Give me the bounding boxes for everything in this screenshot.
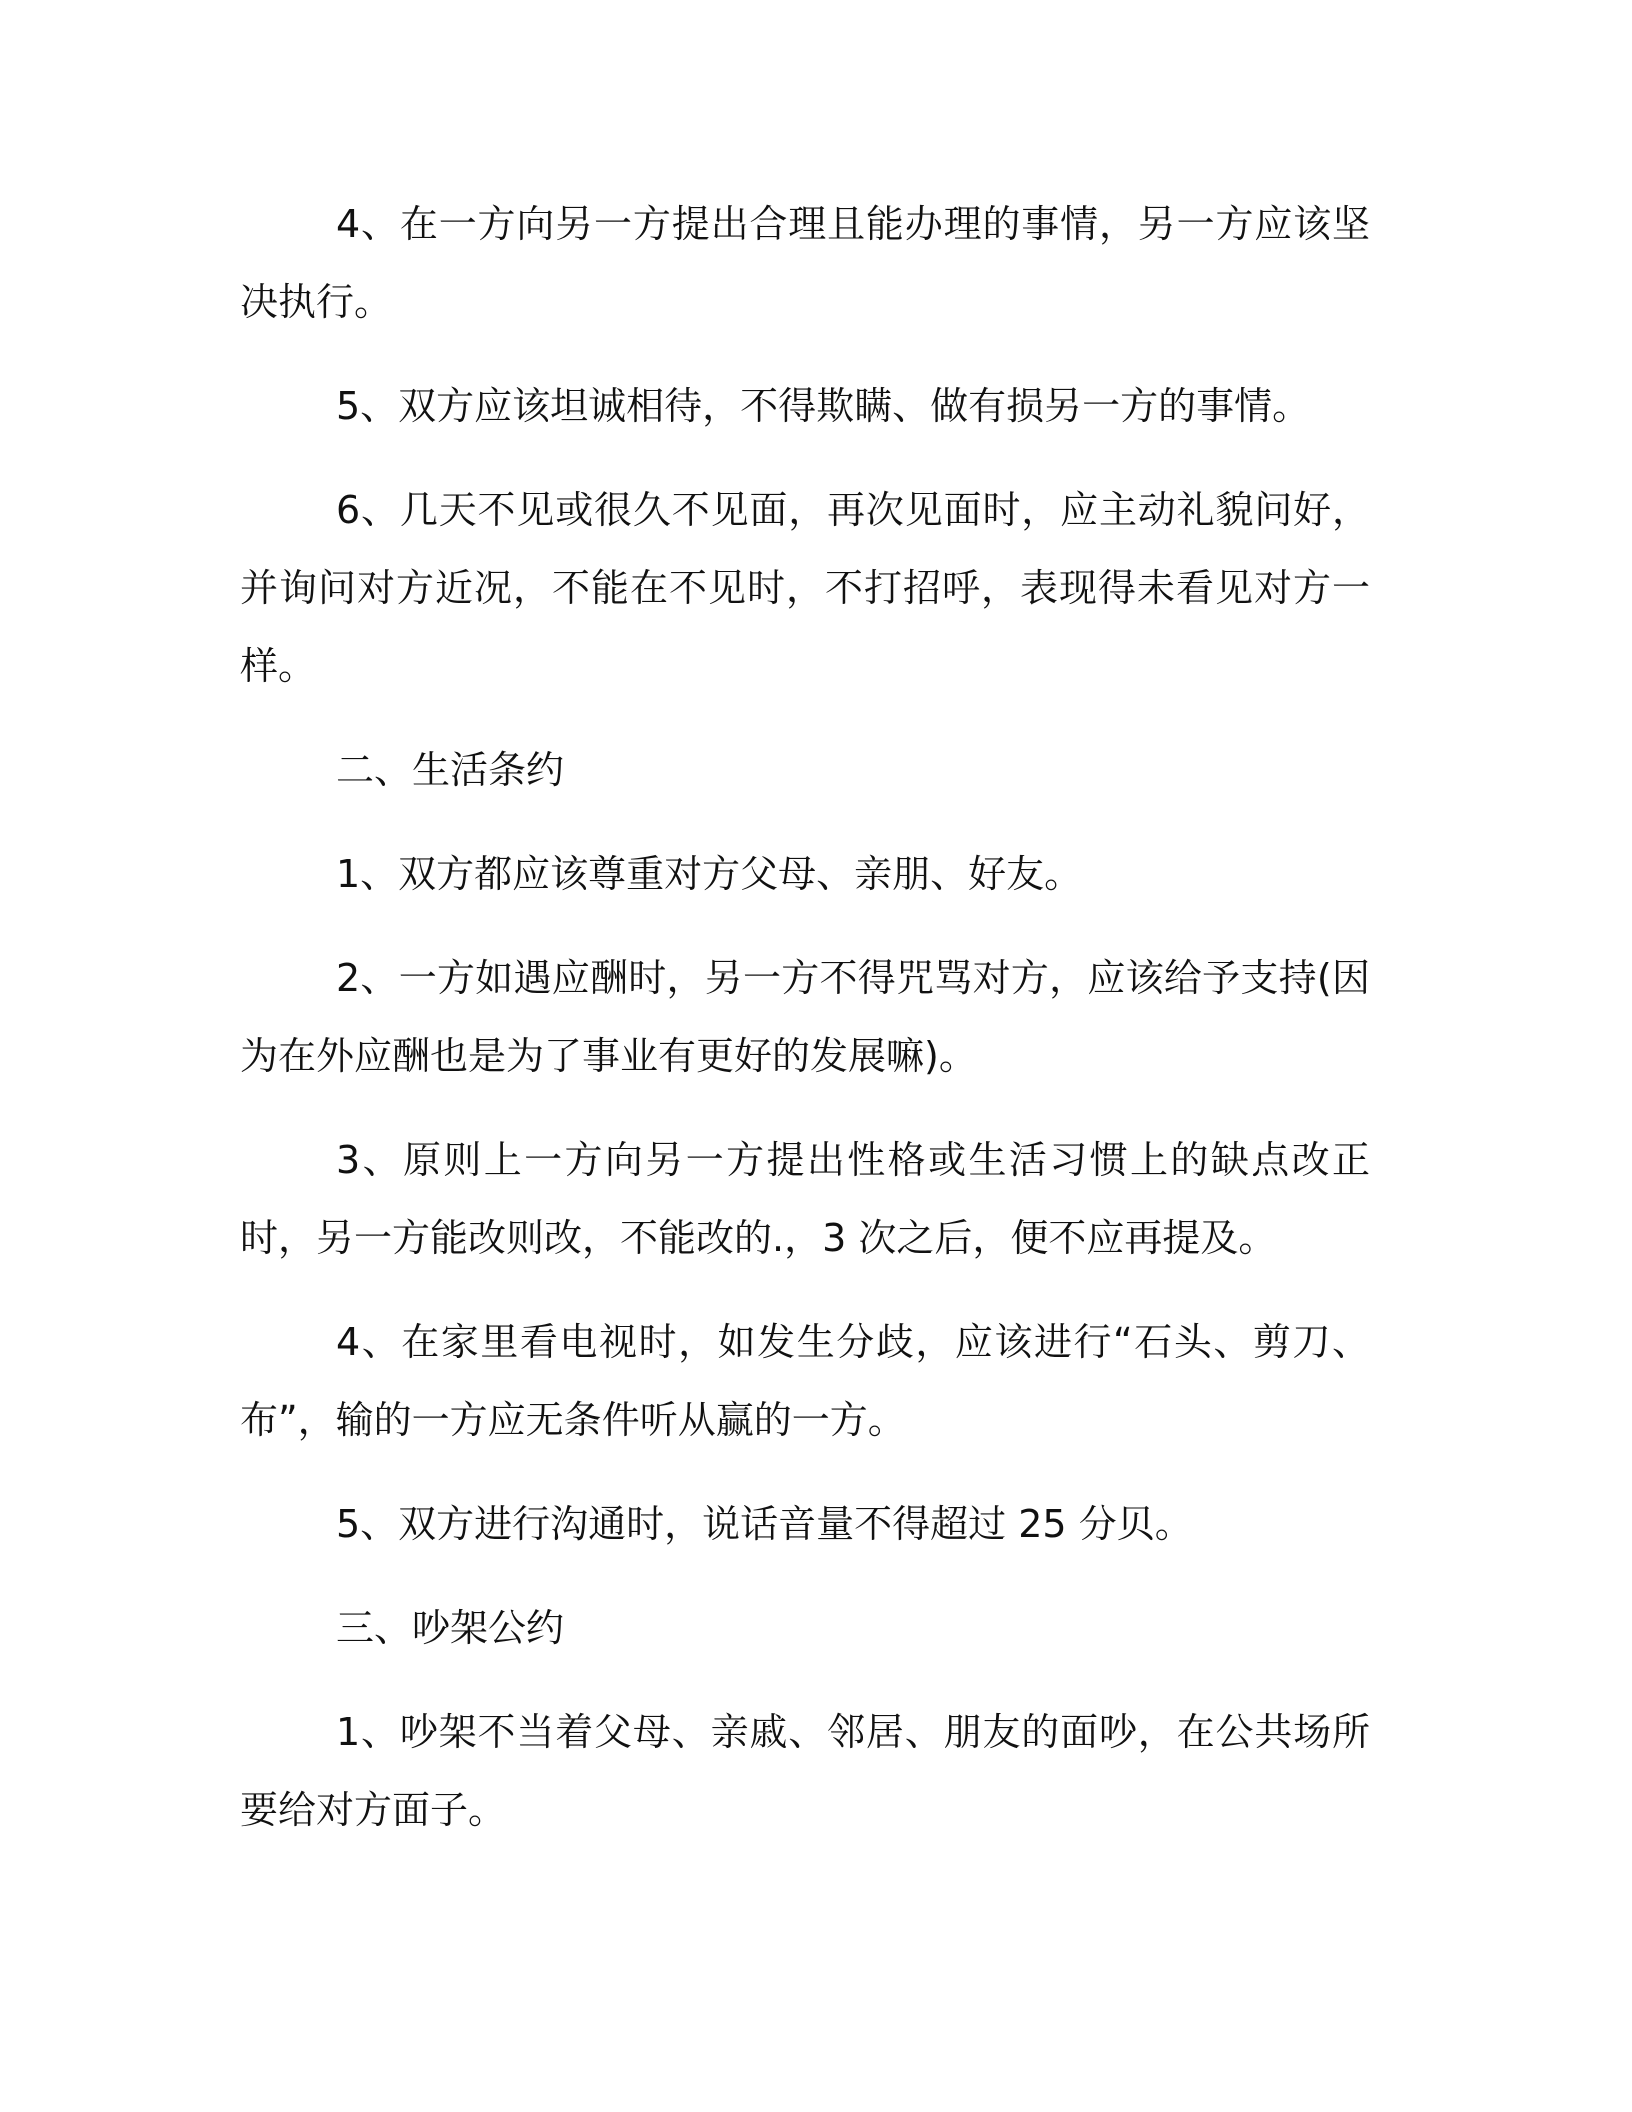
section-heading-life-rules: 二、生活条约 (336, 748, 565, 792)
paragraph-life-rule-3: 3、原则上一方向另一方提出性格或生活习惯上的缺点改正时，另一方能改则改，不能改的.，3 次之后，便不应再提及。 (240, 1138, 1370, 1260)
section-heading-quarrel-rules: 三、吵架公约 (336, 1606, 565, 1650)
paragraph-quarrel-rule-1: 1、吵架不当着父母、亲戚、邻居、朋友的面吵，在公共场所要给对方面子。 (240, 1710, 1370, 1832)
paragraph-life-rule-4: 4、在家里看电视时，如发生分歧，应该进行“石头、剪刀、布”，输的一方应无条件听从赢的一方。 (240, 1320, 1370, 1442)
paragraph-life-rule-2: 2、一方如遇应酬时，另一方不得咒骂对方，应该给予支持(因为在外应酬也是为了事业有更好的发展嘛)。 (240, 956, 1370, 1078)
document-body (240, 185, 1370, 1875)
paragraph-rule-4: 4、在一方向另一方提出合理且能办理的事情，另一方应该坚决执行。 (240, 202, 1370, 324)
paragraph-rule-6: 6、几天不见或很久不见面，再次见面时，应主动礼貌问好，并询问对方近况，不能在不见时，不打招呼，表现得未看见对方一样。 (240, 488, 1370, 688)
paragraph-life-rule-1: 1、双方都应该尊重对方父母、亲朋、好友。 (336, 852, 1083, 896)
paragraph-life-rule-5: 5、双方进行沟通时，说话音量不得超过 25 分贝。 (336, 1502, 1193, 1546)
paragraph-rule-5: 5、双方应该坦诚相待，不得欺瞒、做有损另一方的事情。 (336, 384, 1311, 428)
